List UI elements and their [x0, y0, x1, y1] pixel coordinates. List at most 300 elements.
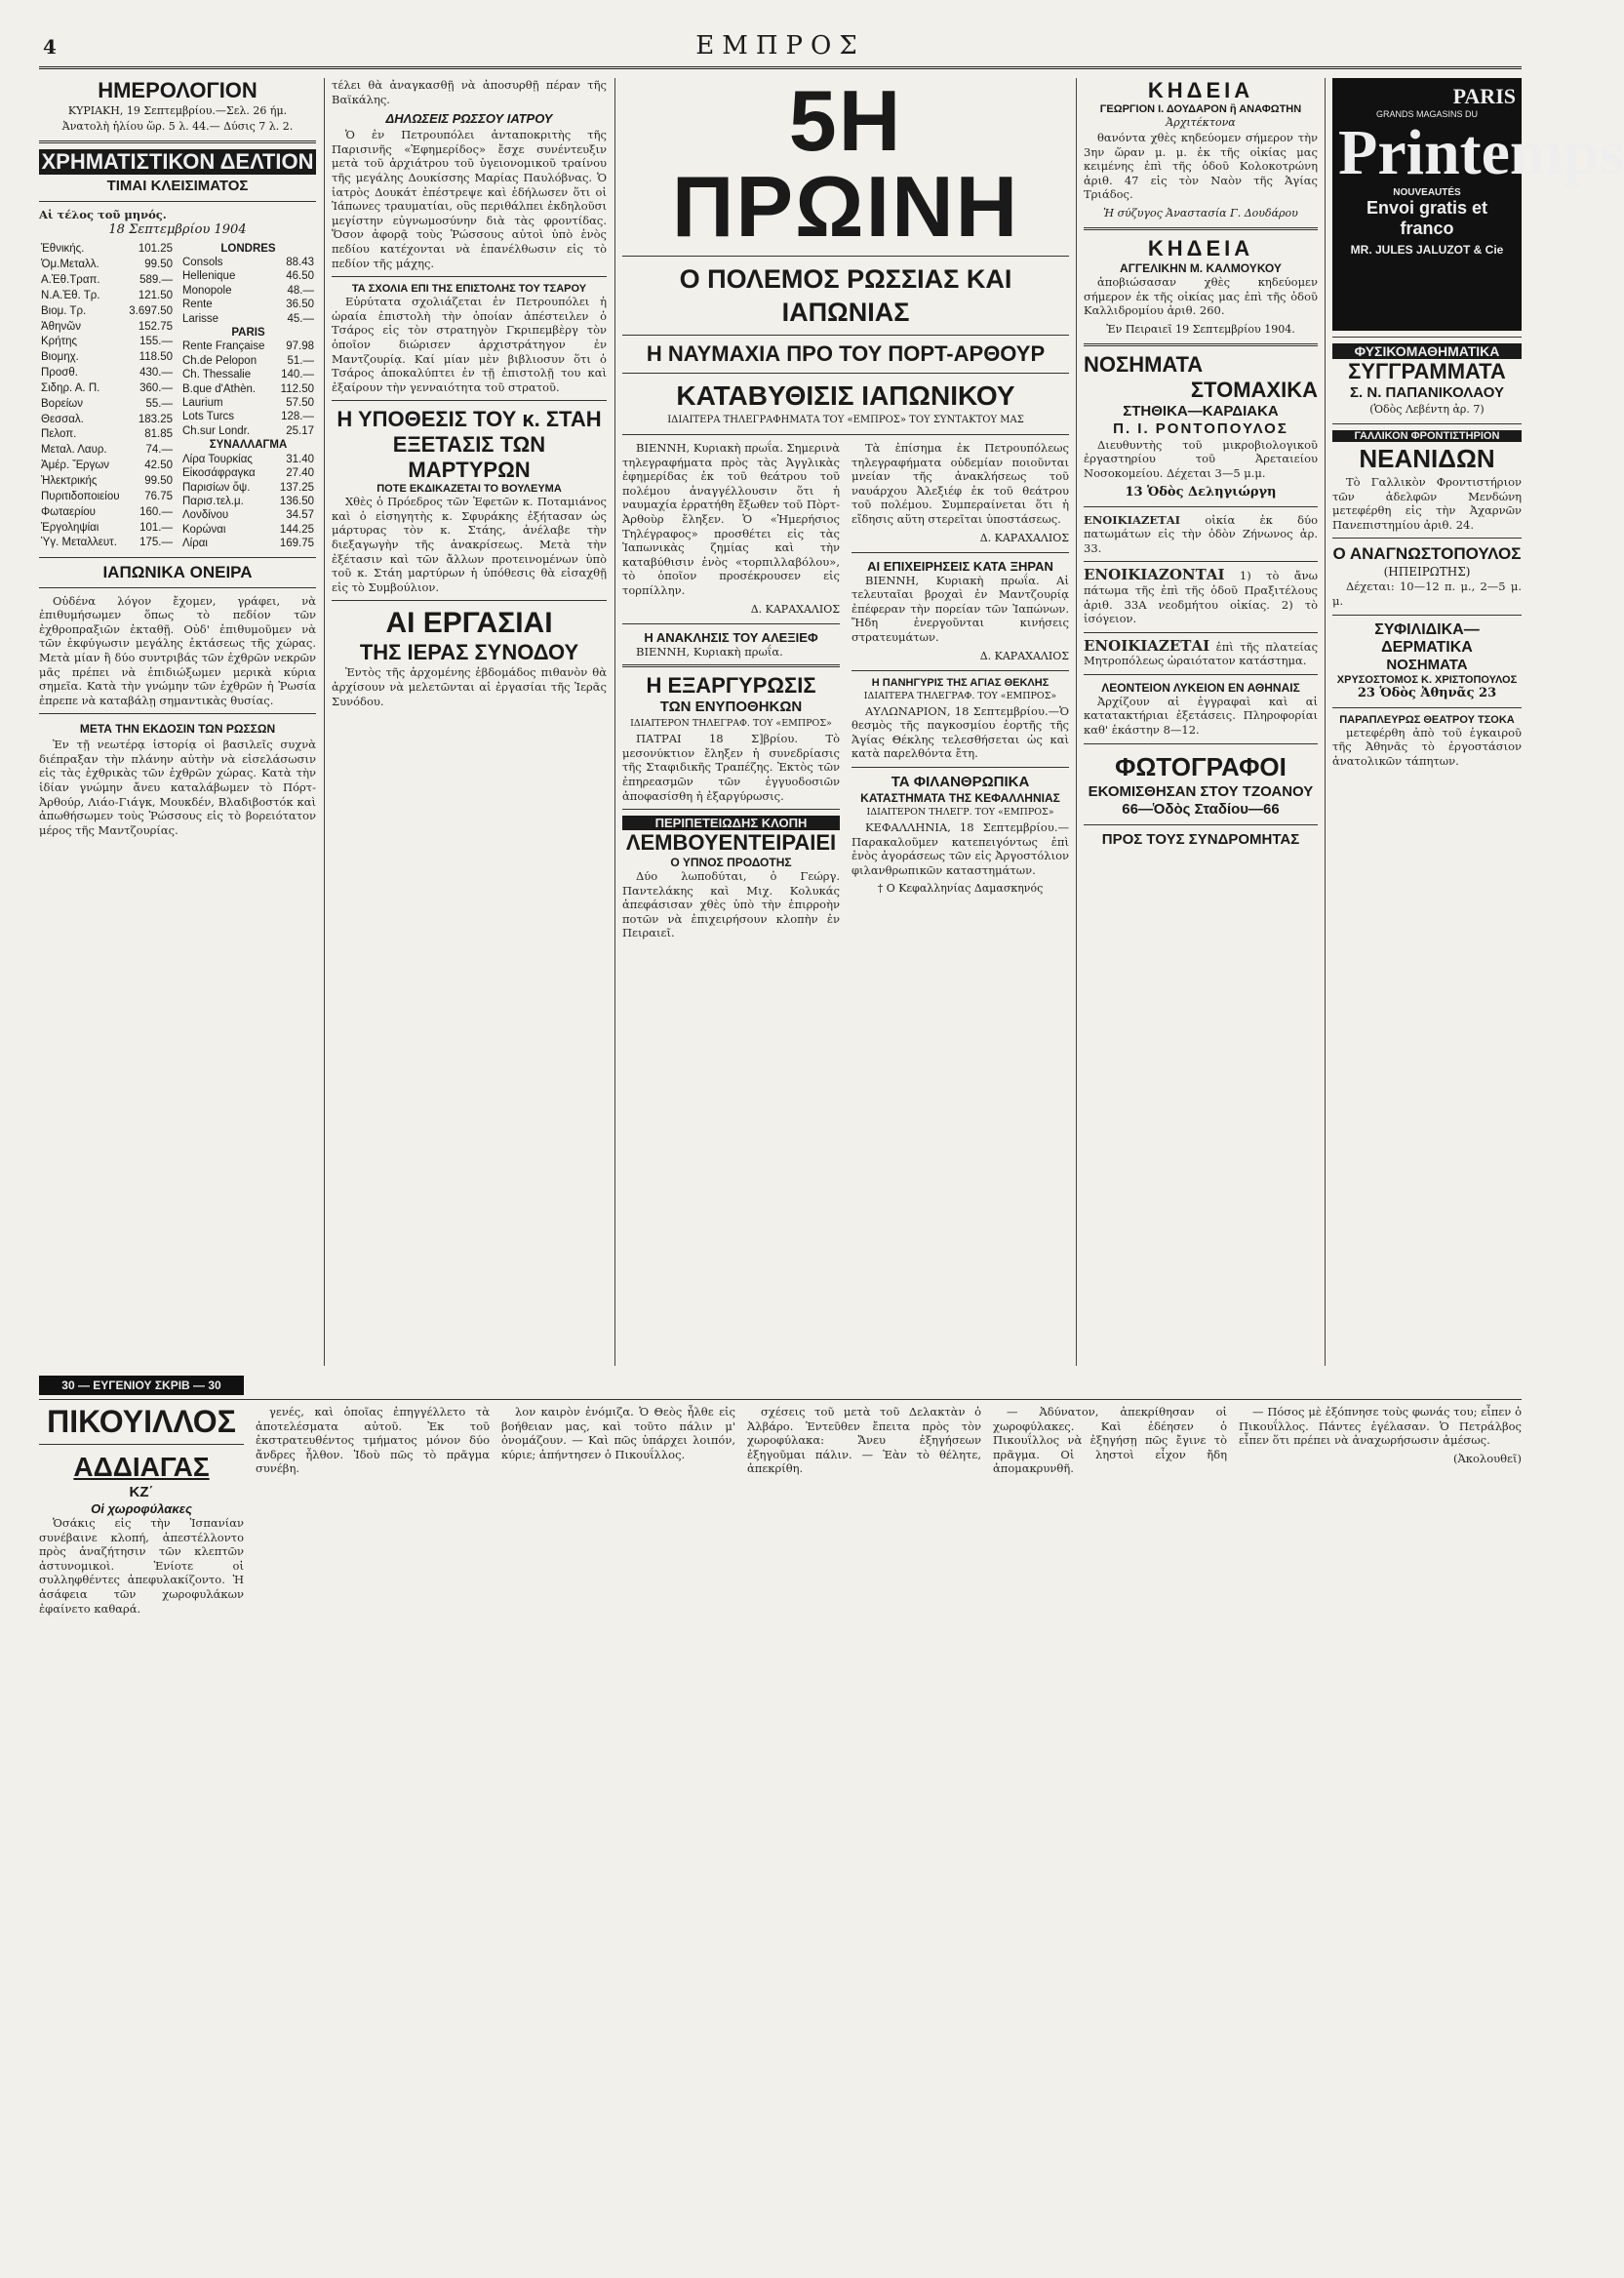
security-name: Βιομηχ.	[41, 351, 79, 364]
article-text: ΚΕΦΑΛΛΗΝΙΑ, 18 Σεπτεμβρίου.—Παρακαλοῦμεν κατεπειγόντως ἐπὶ ἑνὸς ἀγοράσεως τῶν εἰς Ἀργοστόλιον φιλανθρωπικῶν καταστημάτων.	[852, 819, 1069, 877]
price-row	[180, 495, 316, 508]
article-title: Η ΠΑΝΗΓΥΡΙΣ ΤΗΣ ΑΓΙΑΣ ΘΕΚΛΗΣ	[871, 676, 1050, 689]
security-name: Α.Ἐθ.Τραπ.	[41, 274, 100, 286]
price-row	[39, 350, 175, 366]
price-row	[39, 335, 175, 350]
market-date: 18 Σεπτεμβρίου 1904	[108, 221, 247, 237]
photo-subtitle: ΕΚΟΜΙΣΘΗΣΑΝ ΣΤΟΥ ΤΖΟΑΝΟΥ	[1088, 782, 1314, 800]
security-price: 101.—	[139, 521, 173, 534]
article-continuation	[332, 78, 607, 106]
divider	[1084, 632, 1318, 633]
price-row	[39, 257, 175, 272]
rent-ad	[1084, 513, 1318, 556]
ad-title: ΣΥΓΓΡΑΜΜΑΤΑ	[1348, 359, 1506, 383]
london-label: LONDRES	[220, 242, 276, 255]
security-name: Λονδίνου	[182, 509, 229, 522]
security-name: Βιομ. Τρ.	[41, 304, 87, 317]
column-calendar-market	[39, 78, 316, 1366]
divider	[1332, 707, 1522, 708]
ad-title: ΓΑΛΛΙΚΟΝ ΦΡΟΝΤΙΣΤΗΡΙΟΝ	[1332, 430, 1522, 442]
security-name: Κορώναι	[182, 523, 226, 536]
security-name: Monopole	[182, 284, 232, 297]
security-name: Φωταερίου	[41, 505, 96, 518]
dreams-article	[39, 594, 316, 708]
land-ops-article	[852, 574, 1069, 645]
column-front-news	[622, 72, 1069, 1366]
synod-article	[332, 665, 607, 708]
serial-col	[501, 1405, 735, 1465]
serial-chapter: ΚΖ΄	[129, 1484, 154, 1500]
serial-paragraph: σχέσεις τοῦ μετὰ τοῦ Δελακτὰν ὁ Ἀλβάρο. Ἐντεῦθεν ἔπειτα πρὸς τὸν χωροφύλακα: Ἄνευ ἐξηγήσεων ἐξηγοῦμαι πάλιν. — Ἐὰν τὸ θέλητε, ἀπεκρίθη.	[747, 1405, 981, 1476]
doctor-ad	[1084, 438, 1318, 481]
security-name: Πυριτιδοποιείου	[41, 490, 120, 502]
doctor-address: 13 Ὁδὸς Δεληγιώργη	[1125, 484, 1277, 500]
price-row	[39, 427, 175, 443]
divider	[622, 373, 1069, 374]
divider	[332, 600, 607, 601]
divider	[1332, 538, 1522, 539]
article-text: ΑΥΛΩΝΑΡΙΟΝ, 18 Σεπτεμβρίου.—Ὁ θεσμὸς τῆς παγκοσμίου ἑορτῆς τῆς Ἁγίας Θέκλης τελεσθήσεται ὡς καὶ κατὰ παρελθόντα ἔτη.	[852, 703, 1069, 761]
security-price: 27.40	[286, 467, 314, 480]
paris-label: PARIS	[231, 327, 265, 340]
price-row	[180, 256, 316, 269]
ad-text: 1) τὸ ἄνω πάτωμα τῆς ἐπὶ τῆς ὁδοῦ Πραξιτέλους ἀριθ. 33Α νεοδμήτου οἰκίας. 2) τὸ ἰσόγειον.	[1084, 569, 1318, 626]
school-ad	[1084, 695, 1318, 738]
ad-title: ΕΝΟΙΚΙΑΖΕΤΑΙ	[1084, 636, 1210, 655]
security-name: Laurium	[182, 397, 223, 410]
ad-title: ΝΟΣΗΜΑΤΑ	[1084, 351, 1204, 377]
ad-subtitle: ΝΟΣΗΜΑΤΑ	[1386, 656, 1468, 673]
price-row	[39, 520, 175, 536]
doctor-ad	[1332, 579, 1522, 608]
exchange-label: ΣΥΝΑΛΛΑΓΜΑ	[209, 439, 288, 452]
security-price: 34.57	[286, 509, 314, 522]
ad-city: PARIS	[1452, 84, 1516, 108]
telegram-note: ΙΔΙΑΙΤΕΡΟΝ ΤΗΛΕΓΡΑΦ. ΤΟΥ «ΕΜΠΡΟΣ»	[630, 718, 832, 730]
ad-title: ΠΑΡΑΠΛΕΥΡΩΣ ΘΕΑΤΡΟΥ ΤΣΟΚΑ	[1339, 713, 1515, 726]
ad-subtitle: (ΗΠΕΙΡΩΤΗΣ)	[1383, 565, 1471, 579]
ad-text: Δέχεται: 10—12 π. μ., 2—5 μ. μ.	[1332, 579, 1522, 608]
ad-agent: MR. JULES JALUZOT & Cie	[1350, 243, 1504, 257]
divider	[1084, 743, 1318, 744]
ad-text: μετεφέρθη ἀπὸ τοῦ ἐγκαιροῦ τῆς Ἀθηνᾶς τὸ ἐργοστάσιον ἀνατολικῶν τάπητων.	[1332, 725, 1522, 768]
price-row	[180, 396, 316, 410]
article-title: ΚΑΤΑΣΤΗΜΑΤΑ ΤΗΣ ΚΕΦΑΛΛΗΝΙΑΣ	[860, 790, 1060, 805]
serial-col	[1239, 1405, 1522, 1465]
security-price: 88.43	[286, 257, 314, 268]
article-text: Δύο λωποδύται, ὁ Γεώργ. Παντελάκης καὶ Μιχ. Κολυκάς ἀπεφάσισαν χθὲς ὑπὸ τὴν ἐπιρροὴν ποτῶν νὰ ἐπιχειρήσουν κλοπὴν ἐν Πειραιεῖ.	[622, 869, 840, 940]
price-row	[39, 473, 175, 489]
security-price: 144.25	[279, 523, 314, 536]
ad-fine-print	[1338, 257, 1516, 325]
security-price: 81.85	[144, 428, 173, 441]
security-name: Ἐργοληψίαι	[41, 521, 99, 534]
divider	[1332, 615, 1522, 616]
serial-text	[39, 1516, 244, 1616]
divider	[1084, 674, 1318, 675]
war-news-columns	[622, 441, 1069, 944]
divider	[622, 434, 1069, 435]
market-tables	[39, 242, 316, 551]
signature: † Ο Κεφαλληνίας Δαμασκηνός	[877, 882, 1044, 896]
security-price: 183.25	[138, 413, 173, 425]
security-name: Lots Turcs	[182, 411, 235, 423]
security-name: Rente Française	[182, 340, 265, 353]
subscribers-note: ΠΡΟΣ ΤΟΥΣ ΣΥΝΔΡΟΜΗΤΑΣ	[1101, 830, 1300, 848]
carpet-ad	[1332, 726, 1522, 769]
serial-paragraph: γενές, καὶ ὁποῖας ἐπηγγέλλετο τὰ ἀποτελέσματα αὐτοῦ. Ἐκ τοῦ ἐκστρατευθέντος τμήματος μόνον δύο ἄνδρες ἦλθον. Ἰδοὺ πῶς τὸ πρᾶγμα συνέβη.	[256, 1405, 490, 1476]
serial-subtitle: Οἱ χωροφύλακες	[91, 1501, 192, 1516]
article-text: ΒΙΕΝΝΗ, Κυριακὴ πρωΐα. Αἱ τελευταῖαι βροχαὶ ἐν Μαντζουρίᾳ ἐπέφεραν τὴν πορείαν τῶν Ἰαπώνων. Ἤδη ἐνεργοῦνται κινήσεις στρατευμάτων.	[852, 573, 1069, 644]
article-title: ΠΕΡΙΠΕΤΕΙΩΔΗΣ ΚΛΟΠΗ	[622, 816, 840, 830]
price-row	[39, 303, 175, 319]
price-row	[39, 365, 175, 380]
serial-bar: 30 — ΕΥΓΕΝΙΟΥ ΣΚΡΙΒ — 30	[39, 1376, 244, 1395]
security-name: Hellenique	[182, 270, 236, 283]
article-title: Η ΥΠΟΘΕΣΙΣ ΤΟΥ κ. ΣΤΑΗ	[337, 407, 602, 432]
price-row	[39, 380, 175, 396]
ad-title: ΣΤΗΘΙΚΑ—ΚΑΡΔΙΑΚΑ	[1123, 402, 1279, 420]
divider	[39, 1399, 1522, 1400]
photo-address: 66—Ὁδὸς Σταδίου—66	[1122, 800, 1280, 818]
security-price: 97.98	[286, 340, 314, 353]
security-name: Larisse	[182, 312, 219, 325]
doctor-article	[332, 128, 607, 270]
security-name: Πελοπ.	[41, 428, 77, 441]
price-row	[180, 410, 316, 423]
sinking-headline: ΚΑΤΑΒΥΘΙΣΙΣ ΙΑΠΩΝΙΚΟΥ	[676, 380, 1015, 411]
security-name: B.que d'Athèn.	[182, 382, 257, 395]
article-text: τέλει θὰ ἀναγκασθῇ νὰ ἀποσυρθῇ πέραν τῆς Βαϊκάλης.	[332, 78, 607, 106]
telegram-note: ΙΔΙΑΙΤΕΡΑ ΤΗΛΕΓΡΑΦ. ΤΟΥ «ΕΜΠΡΟΣ»	[863, 690, 1057, 701]
security-price: 25.17	[286, 424, 314, 437]
column-divider	[1325, 78, 1326, 1366]
signature: Δ. ΚΑΡΑΧΑΛΙΟΣ	[979, 649, 1069, 662]
ad-author: Σ. Ν. ΠΑΠΑΝΙΚΟΛΑΟΥ	[1350, 384, 1504, 401]
article-text: ΒΙΕΝΝΗ, Κυριακὴ πρωΐα.	[636, 644, 783, 659]
price-row	[180, 523, 316, 537]
security-name: Consols	[182, 257, 223, 268]
serial-paragraph: λον καιρὸν ἐνόμιζα. Ὁ Θεὸς ἦλθε εἰς βοήθειαν μας, καὶ τοῦτο πάλιν μ' ὀνομάζουν. — Καὶ πῶς ὑπάρχει λοιπόν, κύριε; ἀπήντησεν ὁ Πικουΐλλος.	[501, 1405, 735, 1461]
ad-title: Ο ΑΝΑΓΝΩΣΤΟΠΟΥΛΟΣ	[1332, 544, 1522, 564]
security-price: 74.—	[145, 444, 173, 457]
security-price: 160.—	[139, 505, 173, 518]
price-row	[39, 319, 175, 335]
price-row	[39, 288, 175, 303]
security-name: Ἐθνικής.	[41, 243, 85, 256]
serial-col	[256, 1405, 490, 1480]
deceased-name: ΑΓΓΕΛΙΚΗΝ Μ. ΚΑΛΜΟΥΚΟΥ	[1120, 260, 1282, 275]
newspaper-page	[39, 29, 1624, 2244]
price-row	[180, 284, 316, 298]
article-title: Η ΕΞΑΡΓΥΡΩΣΙΣ	[646, 673, 816, 699]
price-row	[39, 489, 175, 504]
war-headline: Ο ΠΟΛΕΜΟΣ ΡΩΣΣΙΑΣ ΚΑΙ ΙΑΠΩΝΙΑΣ	[679, 264, 1012, 327]
price-row	[39, 272, 175, 288]
security-name: Ch.de Pelopon	[182, 354, 257, 367]
price-row	[39, 536, 175, 551]
divider	[39, 140, 316, 143]
security-price: 57.50	[286, 397, 314, 410]
notice-title: ΚΗΔΕΙΑ	[1147, 78, 1254, 102]
security-name: Παρισ.τελ.μ.	[182, 495, 244, 507]
photo-title: ΦΩΤΟΓΡΑΦΟΙ	[1115, 751, 1287, 781]
divider	[1084, 824, 1318, 825]
column-divider	[614, 78, 615, 1366]
alexeiev-article	[622, 645, 840, 659]
serial-signature: (Ἀκολουθεῖ)	[1453, 1451, 1522, 1465]
divider	[39, 557, 316, 558]
security-price: 430.—	[139, 367, 173, 380]
serial-paragraph: Ὁσάκις εἰς τὴν Ἰσπανίαν συνέβαινε κλοπή, ἀπεστέλλοντο πρὸς ἀναζήτησιν τῶν κλεπτῶν ἀστυνομικοὶ. Ἐνίοτε οἱ συλληφθέντες ἀπεφυλακίζοντο. Ἡ ἀσάφεια τῶν χωροφυλάκων ἐφαίνετο καθαρά.	[39, 1516, 244, 1616]
security-price: 589.—	[139, 274, 173, 286]
divider	[332, 400, 607, 401]
deceased-role: Ἀρχιτέκτονα	[1166, 116, 1236, 129]
price-row	[180, 537, 316, 550]
article-text: Τὰ ἐπίσημα ἐκ Πετρουπόλεως τηλεγραφήματα οὐδεμίαν ποιοῦνται μνείαν τῆς ἀνακλήσεως τοῦ ναυάρχου Ἀλεξιέφ ἐκ τοῦ θεάτρου τοῦ πολέμου. Συμπεραίνεται ὅτι ἡ εἴδησις αὕτη στερεῖται ὑποστάσεως.	[852, 441, 1069, 526]
stais-article	[332, 495, 607, 594]
article-text: Ὁ ἐν Πετρουπόλει ἀνταποκριτὴς τῆς Παρισινῆς «Ἐφημερίδος» ἔσχε συνέντευξιν μετὰ τοῦ ἀρχιάτρου τοῦ ὑγειονομικοῦ τραίνου τῆς μεγάλης Δουκίσσης Μαρίας Παυλόβνας. Ὁ ἰατρὸς Δουκάτ ἐπέστρεψε καὶ ἐδήλωσεν ὅτι οἱ Ἰάπωνες τραυματίαι, οὓς περιθάλπει ἐκδηλοῦσι μεγίστην εὐγνωμοσύνην διὰ τὰς φροντίδας. Ὅσον ἀφορᾷ τοὺς Ῥώσσους αὐτοὶ ὑπὸ ἑνὸς πεδίου κατέχονται νὰ ἐπανέλθωσιν εἰς τὸ πεδίον τῆς μάχης.	[332, 128, 607, 270]
article-title: ΑΙ ΕΠΙΧΕΙΡΗΣΕΙΣ ΚΑΤΑ ΞΗΡΑΝ	[867, 558, 1053, 574]
article-text: Χθὲς ὁ Πρόεδρος τῶν Ἐφετῶν κ. Ποταμιάνος καὶ ὁ εἰσηγητὴς κ. Σφυράκης ἐξήτασαν ὡς μάρτυρας τὸν κ. Στάης, ἀνέλαβε τὴν διεξαγωγὴν τῆς ἀνακρίσεως. Μετὰ τὴν ἐξέτασιν καὶ τῶν ἄλλων προτεινομένων ὑπὸ τοῦ κ. Στάη μαρτύρων ἡ ὑπόθεσις θὰ εἰσαχθῇ εἰς τὸ Συμβούλιον.	[332, 495, 607, 594]
security-price: 45.—	[287, 312, 314, 325]
masthead	[39, 29, 1522, 68]
security-price: 99.50	[144, 474, 173, 487]
article-title: ΔΗΛΩΣΕΙΣ ΡΩΣΣΟΥ ΙΑΤΡΟΥ	[385, 111, 553, 127]
ad-address: (Ὁδὸς Λεβέντη ἀρ. 7)	[1369, 403, 1485, 416]
dreams-title: ΙΑΠΩΝΙΚΑ ΟΝΕΙΡΑ	[102, 562, 253, 581]
article-text: ΒΙΕΝΝΗ, Κυριακὴ πρωΐα. Σημερινὰ τηλεγραφήματα πρὸς τὰς Ἀγγλικὰς ἐφημερίδας ἐκ τοῦ θεάτρου τοῦ πολέμου ἀναγγέλλουσιν ὅτι ἡ ναυμαχία ἐρρατήθη ἔξωθεν τοῦ Πὸρτ-Ἀρθοὺρ ἔληξεν. Ὁ «Ἡμερήσιος Τηλέγραφος» προσθέτει εἰς τὰς Ἰαπωνικὰς ζημίας καὶ τὴν καταβύθισιν ἑνὸς «τορπιλλαβόλου», τὸ ὁποῖον προσέκρουσεν εἰς τορπίλλην.	[622, 441, 840, 597]
ad-text: Ἀρχίζουν αἱ ἐγγραφαὶ καὶ αἱ κατατακτήριαι ἐξετάσεις. Πληροφορίαι καθ' ἑκάστην 8—12.	[1084, 694, 1318, 738]
recall-article	[852, 441, 1069, 527]
security-name: Ch.sur Londr.	[182, 424, 251, 437]
security-price: 101.25	[138, 243, 173, 256]
war-news-left	[622, 441, 840, 944]
price-row	[39, 242, 175, 258]
security-price: 152.75	[138, 320, 173, 333]
notice-date: Ἐν Πειραιεῖ 19 Σεπτεμβρίου 1904.	[1106, 322, 1295, 336]
festival-article	[852, 704, 1069, 761]
article-text: Ἐν τῇ νεωτέρᾳ ἱστορίᾳ οἱ βασιλεῖς συχνὰ διέπραξαν τὴν πλάνην αὐτὴν νὰ εἰσελάσωσιν εἰς τὰς ἐχθρικὰς τῶν ἐχθρῶν χώρας. Κατὰ τὴν ἰδίαν γνώμην ἄνευ καταλάβωμεν τὸ Πόρτ-Ἀρθούρ, Λιάο-Γιάγκ, Μουκδέν, Βλαδιβοστόκ καὶ ἀπωθήσωμεν τοὺς Ῥώσσους εἰς τὸ βορειότατον μέρος τῆς Μαντζουρίας.	[39, 738, 316, 837]
silver-article	[622, 732, 840, 803]
divider	[622, 623, 840, 624]
notice-title: ΚΗΔΕΙΑ	[1147, 235, 1254, 260]
article-title: ΛΕΜΒΟΥΕΝΤΕΙΡΑΙΕΙ	[625, 830, 837, 856]
price-row	[180, 269, 316, 283]
ad-envoi: Envoi gratis et franco	[1366, 198, 1488, 238]
security-price: 48.—	[287, 284, 314, 297]
price-row	[180, 312, 316, 326]
doctor-name: Π. Ι. ΡΟΝΤΟΠΟΥΛΟΣ	[1113, 420, 1288, 437]
price-row	[180, 368, 316, 381]
divider	[1084, 506, 1318, 507]
foreign-prices-table	[180, 242, 316, 551]
column-news-left	[332, 78, 607, 1366]
battle-headline: Η ΝΑΥΜΑΧΙΑ ΠΡΟ ΤΟΥ ΠΟΡΤ-ΑΡΘΟΥΡ	[646, 341, 1046, 366]
divider	[852, 670, 1069, 671]
security-name: Θεσσαλ.	[41, 413, 84, 425]
price-row	[180, 382, 316, 396]
serial-paragraph: — Ἀδύνατον, ἀπεκρίθησαν οἱ χωροφύλακες. Καὶ ἐδέησεν ὁ Πικουΐλλος νὰ ἐξηγήσῃ πῶς ἔγινε τὸ πρᾶγμα. Οἱ ληστοὶ εἶχον ἤδη ἀπομακρυνθῆ.	[993, 1405, 1227, 1476]
divider	[39, 201, 316, 202]
ad-address: 23 Ὁδὸς Ἀθηνᾶς 23	[1357, 685, 1497, 700]
price-row	[39, 412, 175, 427]
article-subtitle: Ο ΥΠΝΟΣ ΠΡΟΔΟΤΗΣ	[670, 856, 792, 870]
article-title: ΤΩΝ ΕΝΥΠΟΘΗΚΩΝ	[659, 699, 803, 716]
security-name: Βορείων	[41, 397, 84, 410]
ad-title: ΕΝΟΙΚΙΑΖΟΝΤΑΙ	[1084, 566, 1225, 584]
security-price: 121.50	[138, 289, 173, 301]
security-name: Ὁμ.Μεταλλ.	[41, 259, 99, 271]
ad-brand: Printemps	[1338, 117, 1624, 188]
divider	[622, 809, 840, 810]
war-news-right	[852, 441, 1069, 944]
security-price: 31.40	[286, 453, 314, 465]
security-price: 137.25	[279, 481, 314, 494]
divider	[1084, 343, 1318, 346]
masthead-rule	[39, 66, 1522, 69]
notice-text: θανόντα χθὲς κηδεύομεν σήμερον τὴν 3ην ὥραν μ. μ. ἐκ τῆς οἰκίας μας κειμένης ἐπὶ τῆς ὁδοῦ Κολοκοτρώνη ἀριθ. 47 εἰς τὸν Ναὸν τῆς Ἁγίας Τριάδος.	[1084, 131, 1318, 202]
ad-title: ΣΥΦΙΛΙΔΙΚΑ—ΔΕΡΜΑΤΙΚΑ	[1374, 620, 1480, 656]
funeral-notice	[1084, 131, 1318, 202]
price-row	[39, 504, 175, 520]
ad-text: οἰκία ἐκ δύο πατωμάτων εἰς τὴν ὁδὸν Ζήνωνος ἀρ. 33.	[1084, 512, 1319, 555]
calendar-title: ΗΜΕΡΟΛΟΓΙΟΝ	[98, 78, 257, 102]
security-name: Ἀθηνῶν	[41, 320, 81, 333]
column-ads	[1332, 78, 1624, 1366]
athens-prices-table	[39, 242, 175, 551]
article-subtitle: ΠΟΤΕ ΕΚΔΙΚΑΖΕΤΑΙ ΤΟ ΒΟΥΛΕΥΜΑ	[376, 483, 562, 496]
serial-col	[747, 1405, 981, 1480]
security-price: 99.50	[144, 259, 173, 271]
security-name: Ὑγ. Μεταλλευτ.	[41, 537, 117, 549]
section-title: ΜΕΤΑ ΤΗΝ ΕΚΔΟΣΙΝ ΤΩΝ ΡΩΣΣΩΝ	[79, 722, 276, 737]
ad-title: ΦΥΣΙΚΟΜΑΘΗΜΑΤΙΚΑ	[1332, 343, 1522, 359]
security-price: 55.—	[145, 397, 173, 410]
printemps-ad	[1332, 78, 1624, 331]
article-title: ΤΑ ΦΙΛΑΝΘΡΩΠΙΚΑ	[891, 773, 1030, 790]
security-price: 112.50	[280, 382, 314, 395]
market-title: ΧΡΗΜΑΤΙΣΤΙΚΟΝ ΔΕΛΤΙΟΝ	[39, 149, 316, 175]
article-text: Ἐντὸς τῆς ἀρχομένης ἑβδομάδος πιθανὸν θὰ ἀρχίσουν νὰ μελετῶνται αἱ ἐργασίαι τῆς Ἱερᾶς Συνόδου.	[332, 665, 607, 708]
security-price: 155.—	[139, 336, 173, 348]
security-price: 128.—	[281, 411, 314, 423]
kefalonia-article	[852, 820, 1069, 877]
security-price: 3.697.50	[129, 304, 173, 317]
column-divider	[324, 78, 325, 1366]
divider	[1084, 227, 1318, 230]
security-name: Προσθ.	[41, 367, 78, 380]
telegram-note: ΙΔΙΑΙΤΕΡΑ ΤΗΛΕΓΡΑΦΗΜΑΤΑ ΤΟΥ «ΕΜΠΡΟΣ» ΤΟΥ ΣΥΝΤΑΚΤΟΥ ΜΑΣ	[667, 415, 1024, 425]
school-ad	[1332, 475, 1522, 532]
security-name: Σιδηρ. Α. Π.	[41, 381, 100, 394]
security-name: Ἠλεκτρικής	[41, 474, 98, 487]
security-name: Εἰκοσάφραγκα	[182, 467, 256, 480]
rent-ad	[1084, 636, 1319, 668]
price-row	[39, 443, 175, 459]
funeral-notice	[1084, 275, 1318, 318]
section-article	[39, 738, 316, 837]
divider	[852, 767, 1069, 768]
security-name: Μεταλ. Λαυρ.	[41, 444, 107, 457]
telegram-note: ΙΔΙΑΙΤΕΡΟΝ ΤΗΛΕΓΡ. ΤΟΥ «ΕΜΠΡΟΣ»	[866, 806, 1054, 818]
column-notices	[1084, 78, 1318, 1366]
deceased-name: ΓΕΩΡΓΙΟΝ Ι. ΔΟΥΔΑΡΟΝ ἢ ΑΝΑΦΩΤΗΝ	[1099, 103, 1302, 115]
calendar-line: Ἀνατολὴ ἡλίου ὥρ. 5 λ. 44.— Δύσις 7 λ. 2.	[61, 120, 294, 133]
security-name: Λίραι	[182, 538, 208, 550]
article-text: Εὐρύτατα σχολιάζεται ἐν Πετρουπόλει ἡ ὡραία ἐπιστολὴ τὴν ὁποίαν ἀπέστειλεν ὁ Τσάρος εἰς τὸν στρατηγὸν Γκριπεμβὲργ τὸν ὁποῖον διώρισεν ἀρχιστράτηγον ἐν Μαντζουρίᾳ. Καί μίαν μὲν βιβλιοσυν ὅτι ὁ Τσάρος ἀποκαλύπτει ἐν τῇ ἐπιστολῇ του καὶ ἐξαίρουν τὴν γενναιότητα τοῦ στρατοῦ.	[332, 295, 607, 394]
security-name: Λίρα Τουρκίας	[182, 453, 253, 465]
ad-text: Τὸ Γαλλικὸν Φροντιστήριον τῶν ἀδελφῶν Μενδώνη μετεφέρθη εἰς τὴν Ἀχαρνῶν Πανεπιστημίου ἀριθ. 24.	[1332, 475, 1522, 532]
divider	[1332, 423, 1522, 424]
security-price: 36.50	[286, 299, 314, 311]
article-text: ΠΑΤΡΑΙ 18 Σ]βρίου. Τὸ μεσονύκτιον ἔληξεν ἡ συνεδρίασις τῆς Σταφιδικῆς Τραπέζης. Ἐκτὸς τῶν ἐπηρεασμῶν τῶν ἐγγυοδοσιῶν ἀποφασίσθη ἡ ἐξαργύρωσις.	[622, 732, 840, 803]
security-price: 140.—	[281, 369, 314, 381]
security-price: 118.50	[139, 351, 173, 364]
divider	[39, 713, 316, 714]
security-price: 360.—	[139, 381, 173, 394]
divider	[39, 587, 316, 588]
security-name: Rente	[182, 299, 213, 311]
market-subtitle: ΤΙΜΑΙ ΚΛΕΙΣΙΜΑΤΟΣ	[106, 178, 249, 194]
war-article	[622, 441, 840, 598]
price-row	[180, 453, 316, 466]
security-name: Παρισίων ὄψ.	[182, 481, 251, 494]
security-name: Ν.Α.Ἐθ. Τρ.	[41, 289, 100, 301]
price-row	[180, 424, 316, 438]
article-text: Οὐδένα λόγον ἔχομεν, γράφει, νὰ ἐπιθυμήσωμεν ὅπως τὸ πεδίον τῶν ἐχθροπραξιῶν ἐκταθῇ. Οὐδ' ἐπιθυμοῦμεν νὰ τῶν ἐκφύγωσιν μεγάλης ἐκτάσεως τῆς χώρας. Μετὰ μίαν ἢ δύο συντριβάς τῶν ἐχθρῶν νεκρῶν μᾶς πρέπει νὰ ἐπιδιώξωμεν μερικὰ κύρια σημεῖα. Κατὰ τὴν γνώμην τῶν ἐχθρῶν ἡ Ῥωσία ἐπρεπε νὰ καταβάλῃ σημαντικὰς θυσίας.	[39, 593, 316, 707]
price-row	[180, 354, 316, 368]
market-period: Αἱ τέλος τοῦ μηνός.	[39, 208, 167, 221]
ad-title: ΝΕΑΝΙΔΩΝ	[1359, 444, 1495, 473]
divider	[622, 664, 840, 667]
price-row	[39, 396, 175, 412]
signature: Δ. ΚΑΡΑΧΑΛΙΟΣ	[750, 602, 840, 616]
security-price: 46.50	[286, 270, 314, 283]
serial-kicker: ΠΙΚΟΥΙΛΛΟΣ	[47, 1404, 236, 1439]
security-name: Κρήτης	[41, 336, 78, 348]
ad-text: ἐπὶ τῆς πλατείας Μητροπόλεως ὡραιότατον κατάστημα.	[1084, 639, 1319, 668]
serial-title: ΑΔΔΙΑΓΑΣ	[73, 1452, 210, 1482]
article-title: ΤΑ ΣΧΟΛΙΑ ΕΠΙ ΤΗΣ ΕΠΙΣΤΟΛΗΣ ΤΟΥ ΤΣΑΡΟΥ	[351, 283, 587, 296]
price-row	[180, 481, 316, 495]
article-title: ΕΞΕΤΑΣΙΣ ΤΩΝ ΜΑΡΤΥΡΩΝ	[392, 432, 546, 483]
school-title: ΛΕΟΝΤΕΙΟΝ ΛΥΚΕΙΟΝ ΕΝ ΑΘΗΝΑΙΣ	[1101, 680, 1300, 695]
serial-col	[993, 1405, 1227, 1480]
ad-title: ΣΤΟΜΑΧΙΚΑ	[1190, 377, 1318, 402]
column-divider	[1076, 78, 1077, 1366]
theft-article	[622, 869, 840, 940]
price-row	[39, 458, 175, 473]
paper-name: ΕΜΠΡΟΣ	[695, 31, 865, 60]
security-name: Ch. Thessalie	[182, 369, 252, 381]
security-price: 175.—	[139, 537, 173, 549]
price-row	[180, 508, 316, 522]
security-name: Ἀμέρ. Ἔργων	[41, 460, 110, 472]
divider	[852, 552, 1069, 553]
article-title: ΑΙ ΕΡΓΑΣΙΑΙ	[385, 607, 553, 640]
security-price: 169.75	[279, 538, 314, 550]
security-price: 42.50	[144, 460, 173, 472]
ad-magasins: GRANDS MAGASINS DU	[1375, 109, 1478, 119]
signature: Δ. ΚΑΡΑΧΑΛΙΟΣ	[979, 531, 1069, 544]
ad-title: ΕΝΟΙΚΙΑΖΕΤΑΙ	[1084, 512, 1180, 527]
security-price: 76.75	[144, 490, 173, 502]
page-number: 4	[43, 35, 57, 59]
price-row	[180, 298, 316, 311]
serial-col	[39, 1405, 244, 1619]
ad-doctor: ΧΡΥΣΟΣΤΟΜΟΣ Κ. ΧΡΙΣΤΟΠΟΥΛΟΣ	[1336, 673, 1518, 686]
